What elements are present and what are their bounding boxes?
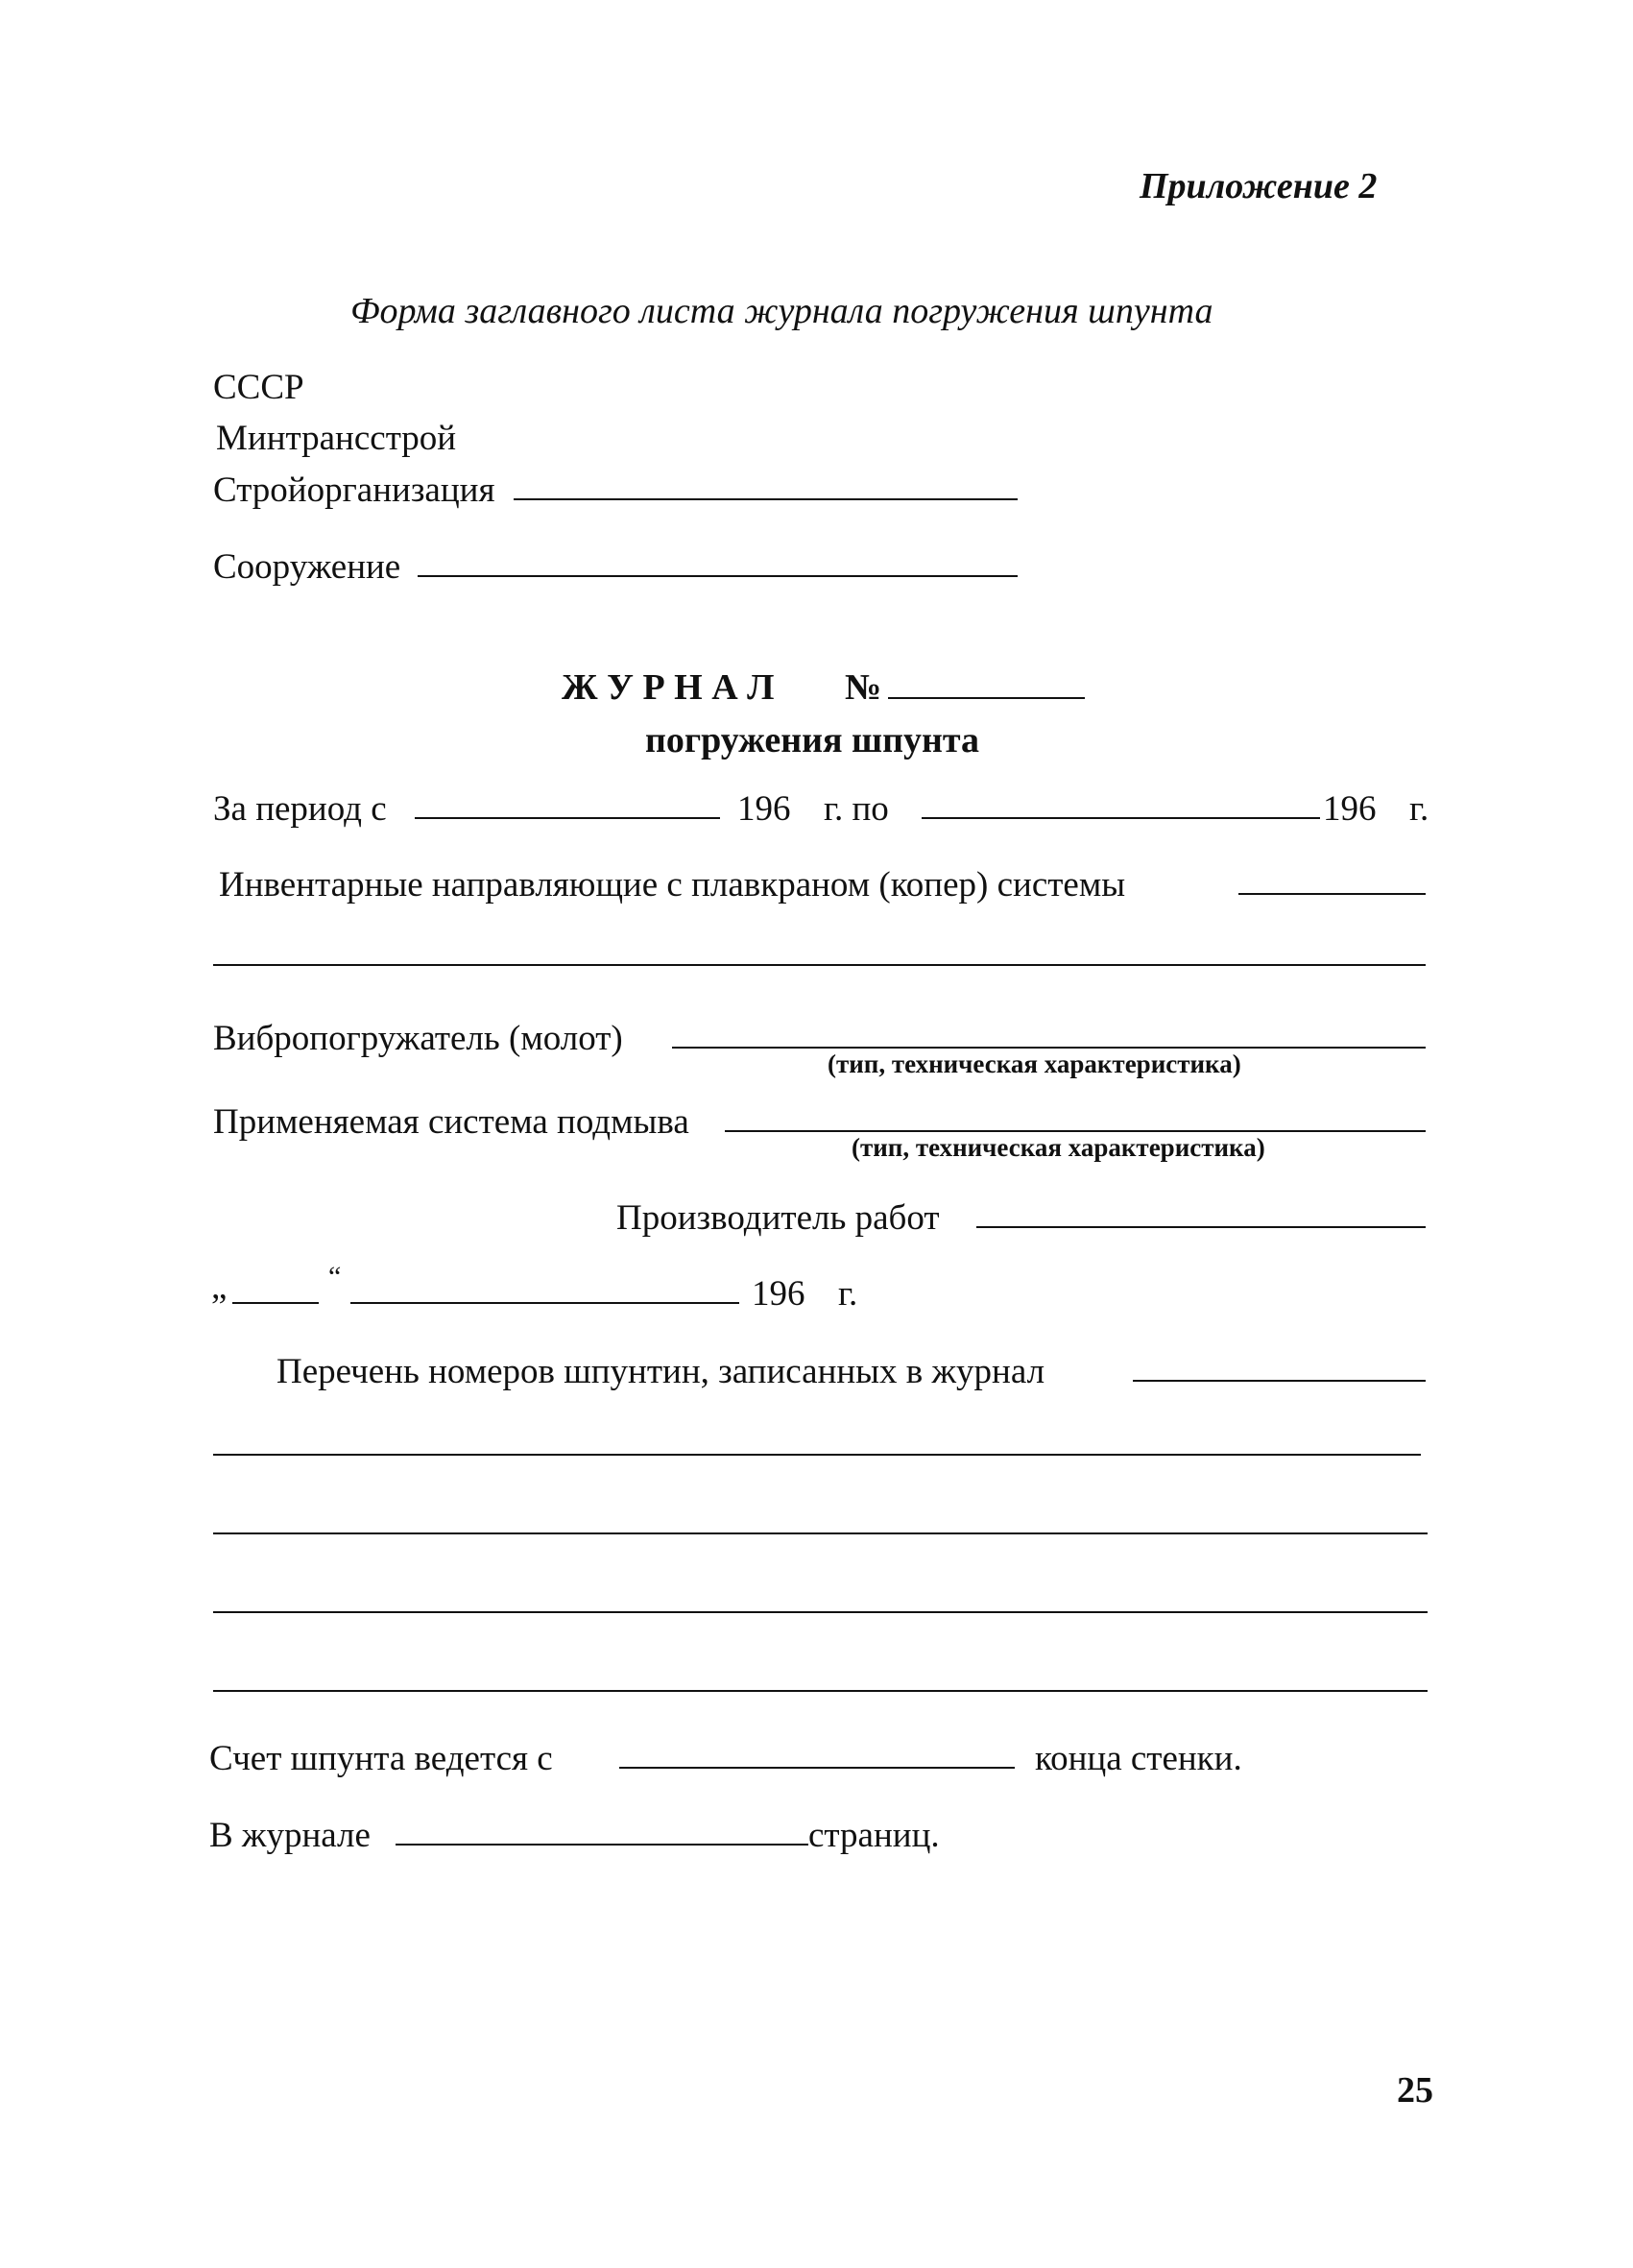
period-mid: г. по [824, 789, 889, 829]
date-unit: г. [838, 1274, 858, 1314]
washout-label: Применяемая система подмыва [213, 1102, 689, 1142]
ministry-label: Минтрансстрой [216, 419, 457, 458]
foreman-line [976, 1226, 1426, 1228]
list-label: Перечень номеров шпунтин, записанных в журнал [276, 1352, 1045, 1391]
date-month-line [350, 1302, 739, 1304]
foreman-label: Производитель работ [616, 1198, 940, 1238]
period-from-label: За период с [213, 789, 387, 829]
org-label: Стройорганизация [213, 470, 495, 510]
list-line-4 [213, 1611, 1428, 1613]
period-year1: 196 [737, 789, 791, 829]
pages-line [396, 1844, 808, 1846]
period-to-line [922, 817, 1320, 819]
count-label: Счет шпунта ведется с [209, 1739, 553, 1778]
journal-subtitle: погружения шпунта [645, 720, 980, 760]
vibro-line [672, 1047, 1426, 1049]
washout-line [725, 1130, 1426, 1132]
list-line-1 [1133, 1380, 1426, 1382]
count-tail: конца стенки. [1035, 1739, 1242, 1778]
pages-tail: страниц. [808, 1816, 940, 1855]
appendix-label: Приложение 2 [1140, 166, 1378, 206]
washout-caption: (тип, техническая характеристика) [852, 1133, 1265, 1162]
list-line-5 [213, 1690, 1428, 1692]
journal-number-sign: № [845, 667, 882, 708]
date-open-quote: „ [211, 1267, 228, 1307]
guides-line-1 [1238, 893, 1426, 895]
vibro-label: Вибропогружатель (молот) [213, 1019, 623, 1058]
guides-line-2 [213, 964, 1426, 966]
country-label: СССР [213, 368, 304, 407]
date-day-line [232, 1302, 319, 1304]
count-line [619, 1767, 1015, 1769]
vibro-caption: (тип, техническая характеристика) [828, 1050, 1241, 1078]
page-number: 25 [1397, 2070, 1433, 2111]
period-end: г. [1409, 789, 1429, 829]
journal-number-line [888, 697, 1085, 699]
structure-field-line [418, 575, 1018, 577]
date-year: 196 [752, 1274, 805, 1314]
journal-title: Ж У Р Н А Л [562, 667, 775, 708]
guides-label: Инвентарные направляющие с плавкраном (копер) системы [219, 865, 1126, 905]
period-from-line [415, 817, 720, 819]
list-line-2 [213, 1454, 1421, 1456]
pages-label: В журнале [209, 1816, 371, 1855]
structure-label: Сооружение [213, 547, 401, 587]
form-title: Форма заглавного листа журнала погружения шпунта [350, 291, 1213, 331]
period-year2: 196 [1323, 789, 1377, 829]
list-line-3 [213, 1532, 1428, 1534]
date-close-quote: “ [328, 1261, 342, 1292]
org-field-line [514, 498, 1018, 500]
